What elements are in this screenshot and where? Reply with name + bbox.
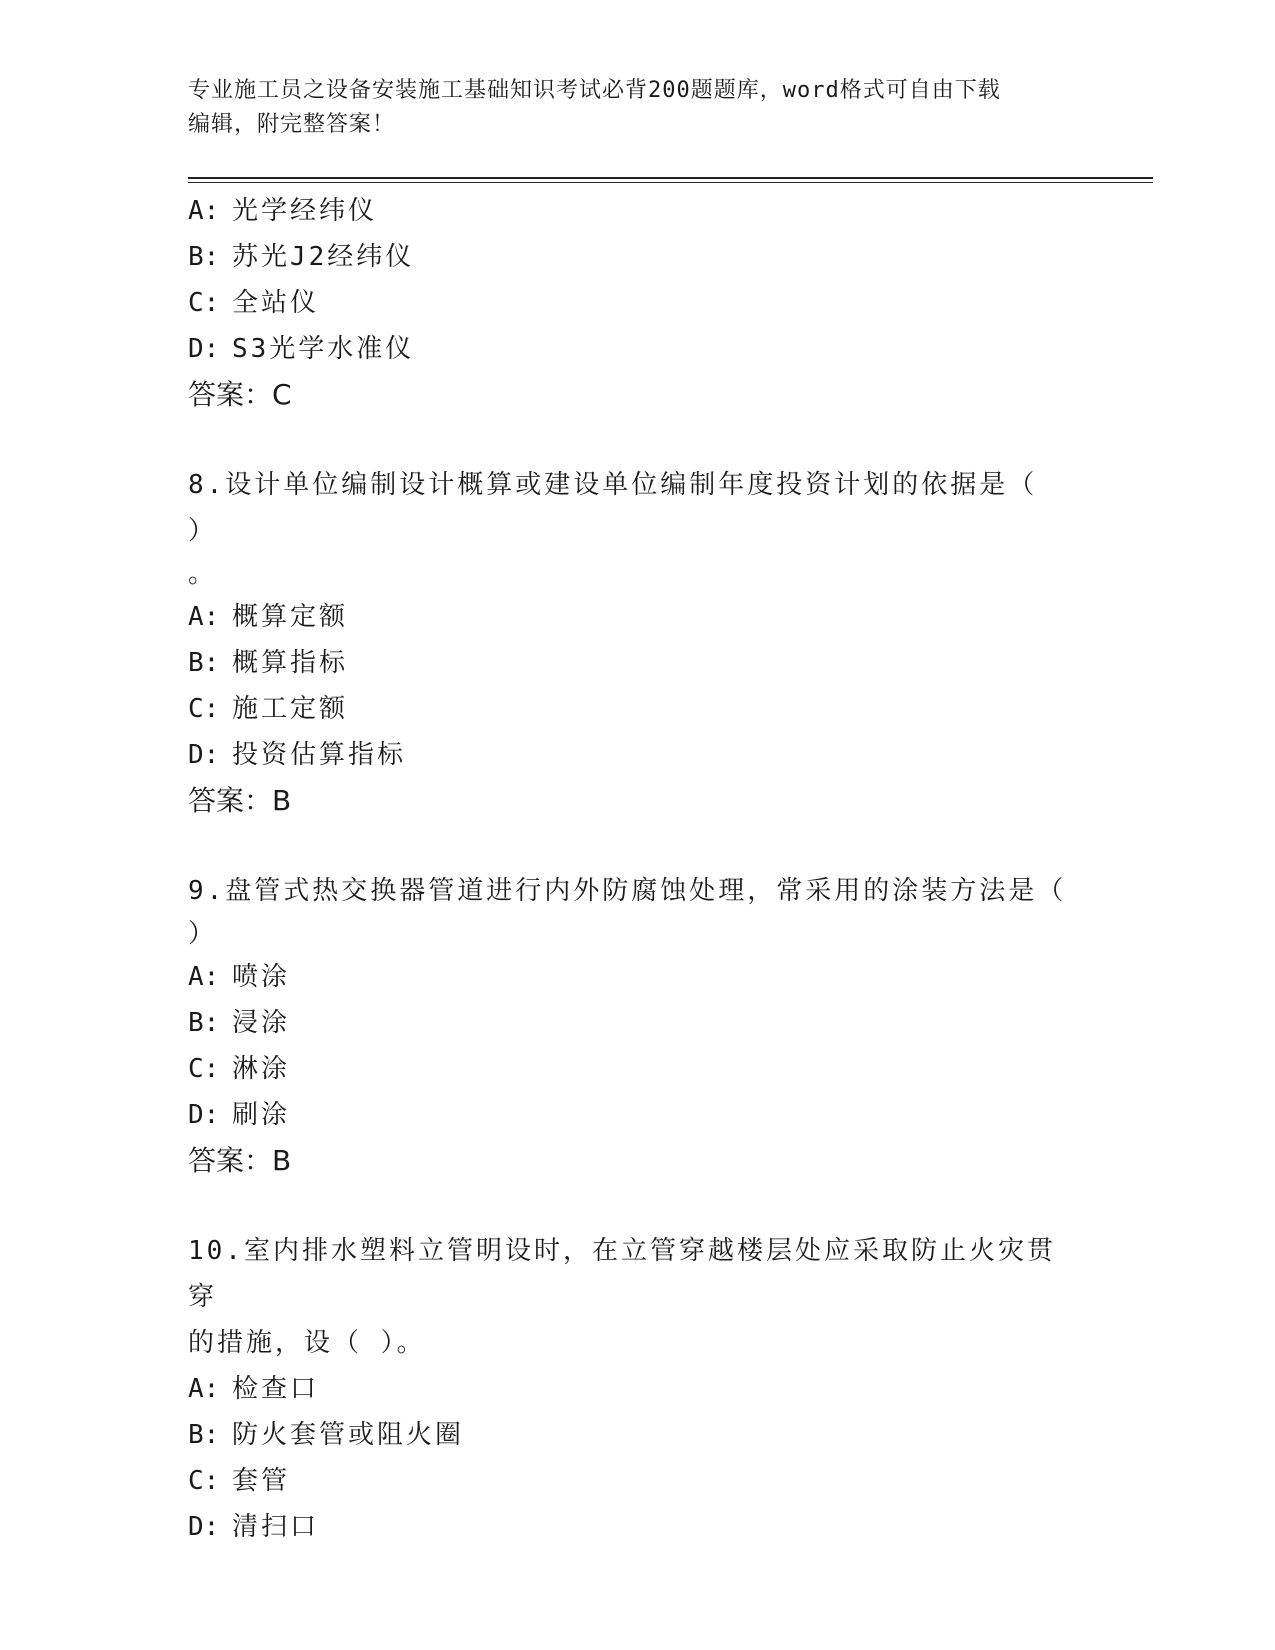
option-d xyxy=(188,732,1088,778)
option-text: 投资估算指标 xyxy=(232,740,407,770)
question-list xyxy=(188,188,1088,1550)
header-rule-bottom xyxy=(188,182,1153,183)
option-b xyxy=(188,1412,1088,1458)
option-text: 概算指标 xyxy=(232,648,349,678)
answer: 答案：B xyxy=(188,784,292,817)
option-c xyxy=(188,280,1088,326)
option-letter: D: xyxy=(188,1512,220,1542)
option-letter: C: xyxy=(188,1466,220,1496)
question-9 xyxy=(188,868,1088,1184)
document-header xyxy=(188,74,1088,142)
option-letter: C: xyxy=(188,1054,220,1084)
option-b xyxy=(188,1000,1088,1046)
option-d xyxy=(188,326,1088,372)
question-stem-line-2: ） xyxy=(188,919,218,949)
question-stem xyxy=(188,462,1068,594)
option-c xyxy=(188,1046,1088,1092)
option-text: 套管 xyxy=(232,1466,291,1496)
question-stem xyxy=(188,868,1068,954)
question-stem-line-1: 10.室内排水塑料立管明设时，在立管穿越楼层处应采取防止火灾贯穿 xyxy=(188,1236,1056,1312)
answer: 答案：B xyxy=(188,1144,292,1177)
option-a xyxy=(188,954,1088,1000)
option-letter: B: xyxy=(188,648,220,678)
option-a xyxy=(188,594,1088,640)
option-c xyxy=(188,686,1088,732)
option-text: 施工定额 xyxy=(232,694,349,724)
option-letter: A: xyxy=(188,196,220,226)
option-a xyxy=(188,1366,1088,1412)
question-stem-line-2: 。 xyxy=(188,559,218,589)
option-letter: D: xyxy=(188,334,220,364)
header-line-2: 编辑，附完整答案！ xyxy=(188,112,396,137)
option-letter: D: xyxy=(188,1100,220,1130)
option-text: 浸涂 xyxy=(232,1008,291,1038)
option-text: 清扫口 xyxy=(232,1512,320,1542)
option-letter: B: xyxy=(188,1008,220,1038)
option-text: 全站仪 xyxy=(232,288,320,318)
option-letter: C: xyxy=(188,694,220,724)
question-8 xyxy=(188,462,1088,824)
option-text: 淋涂 xyxy=(232,1054,291,1084)
question-10 xyxy=(188,1228,1088,1550)
question-stem-line-1: 8.设计单位编制设计概算或建设单位编制年度投资计划的依据是（ ） xyxy=(188,470,1038,546)
option-c xyxy=(188,1458,1088,1504)
option-text: 刷涂 xyxy=(232,1100,291,1130)
option-text: S3光学水准仪 xyxy=(232,334,415,364)
option-text: 防火套管或阻火圈 xyxy=(232,1420,465,1450)
question-7 xyxy=(188,188,1088,418)
option-text: 苏光J2经纬仪 xyxy=(232,242,415,272)
option-b xyxy=(188,640,1088,686)
option-a xyxy=(188,188,1088,234)
question-stem-line-2: 的措施，设（ ）。 xyxy=(188,1328,426,1358)
question-stem xyxy=(188,1228,1068,1366)
option-d xyxy=(188,1504,1088,1550)
header-rule-top xyxy=(188,177,1153,179)
option-letter: A: xyxy=(188,962,220,992)
option-text: 概算定额 xyxy=(232,602,349,632)
option-letter: B: xyxy=(188,242,220,272)
option-text: 光学经纬仪 xyxy=(232,196,378,226)
option-letter: C: xyxy=(188,288,220,318)
option-letter: A: xyxy=(188,1374,220,1404)
question-stem-line-1: 9.盘管式热交换器管道进行内外防腐蚀处理，常采用的涂装方法是（ xyxy=(188,876,1067,906)
option-letter: A: xyxy=(188,602,220,632)
option-b xyxy=(188,234,1088,280)
option-text: 喷涂 xyxy=(232,962,291,992)
answer: 答案：C xyxy=(188,378,292,411)
option-letter: D: xyxy=(188,740,220,770)
header-line-1: 专业施工员之设备安装施工基础知识考试必背200题题库，word格式可自由下载 xyxy=(188,78,1001,103)
option-text: 检查口 xyxy=(232,1374,320,1404)
option-letter: B: xyxy=(188,1420,220,1450)
option-d xyxy=(188,1092,1088,1138)
